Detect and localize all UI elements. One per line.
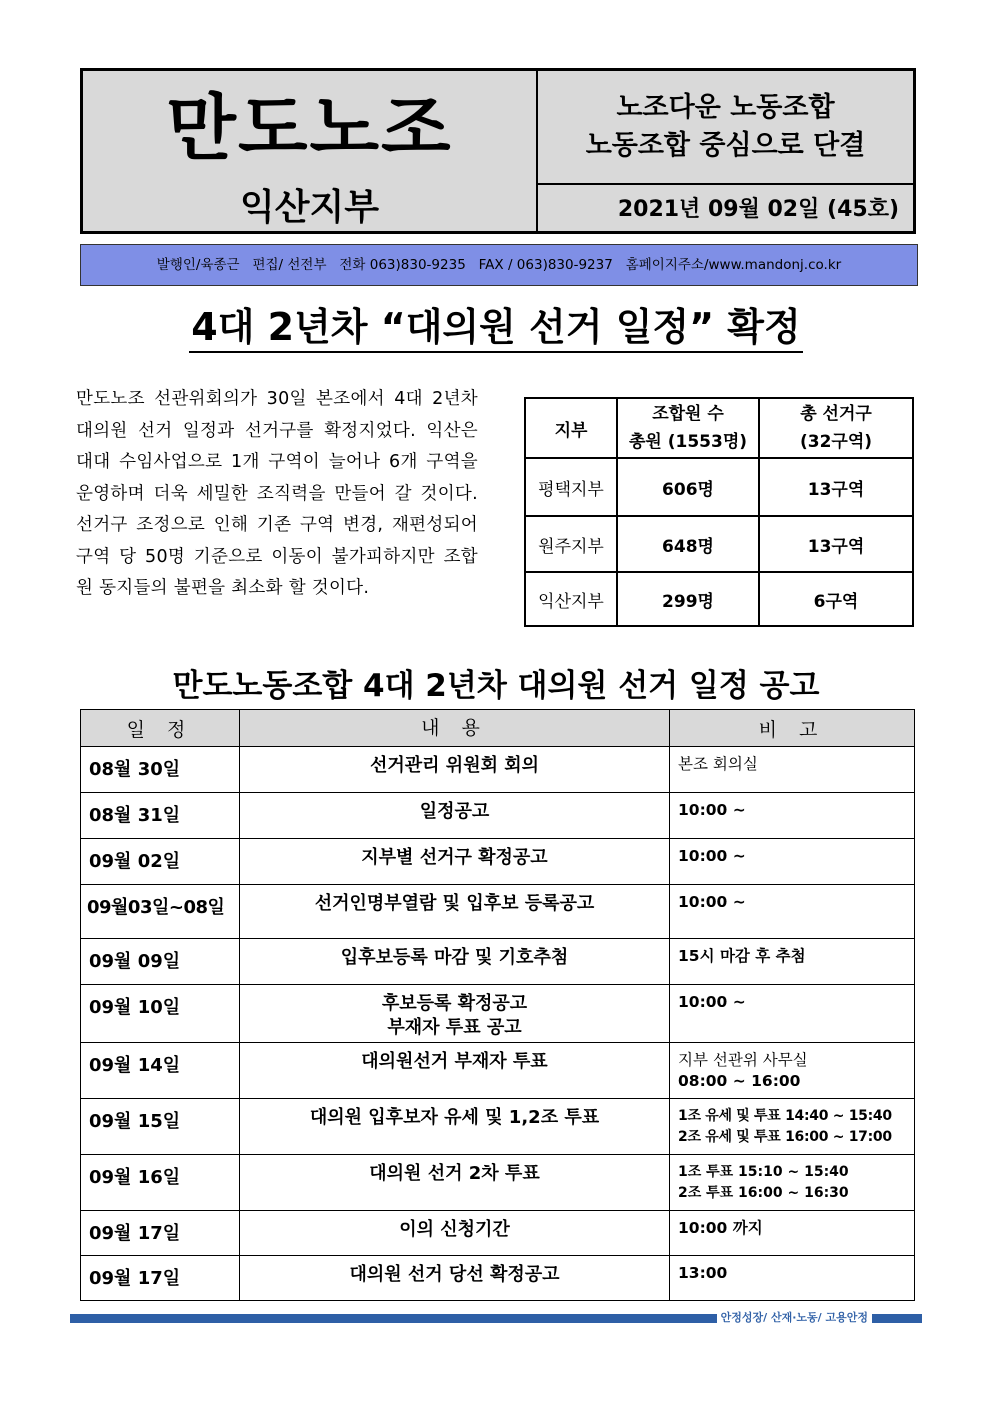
- schedule-note-line1: 10:00 ~: [678, 893, 746, 911]
- stats-members: 648명: [617, 516, 759, 572]
- schedule-note-line1: 10:00 ~: [678, 801, 746, 819]
- schedule-note-line1: 13:00: [678, 1264, 728, 1282]
- schedule-date: 09월 02일: [81, 839, 240, 885]
- stats-header-members: [617, 398, 759, 458]
- headline: [0, 302, 992, 352]
- schedule-content: [240, 839, 670, 885]
- schedule-header-note: 비 고: [670, 710, 915, 747]
- schedule-content-line1: 후보등록 확정공고: [381, 993, 528, 1014]
- schedule-content-line1: 일정공고: [419, 801, 490, 822]
- schedule-note-line1: 1조 투표 15:10 ~ 15:40: [678, 1164, 849, 1180]
- schedule-row: [81, 1155, 915, 1211]
- stats-row: [525, 458, 913, 516]
- schedule-content: [240, 1043, 670, 1099]
- masthead-title-block: [83, 71, 538, 231]
- schedule-row: [81, 793, 915, 839]
- schedule-content-line2: 부재자 투표 공고: [387, 1017, 522, 1038]
- schedule-note-line1: 1조 유세 및 투표 14:40 ~ 15:40: [678, 1108, 892, 1124]
- schedule-content-line1: 지부별 선거구 확정공고: [361, 847, 548, 868]
- schedule-note-line1: 10:00 ~: [678, 847, 746, 865]
- schedule-content-line1: 대의원 선거 2차 투표: [369, 1163, 540, 1184]
- schedule-date: 09월 15일: [81, 1099, 240, 1155]
- schedule-note-line1: 본조 회의실: [678, 755, 758, 773]
- slogan: [538, 71, 913, 185]
- stats-header-branch: 지부: [525, 398, 617, 458]
- footer-slogan: 안정성장/ 산재·노동/ 고용안정: [717, 1309, 872, 1327]
- schedule-note: [670, 1099, 915, 1155]
- schedule-row: [81, 885, 915, 939]
- stats-row: [525, 572, 913, 626]
- branch-name: 익산지부: [239, 187, 380, 228]
- stats-row: [525, 516, 913, 572]
- schedule-note-line2: 2조 유세 및 투표 16:00 ~ 17:00: [678, 1129, 892, 1145]
- stats-members: 606명: [617, 458, 759, 516]
- schedule-header-content: 내 용: [240, 710, 670, 747]
- schedule-content: [240, 1155, 670, 1211]
- slogan-line-1: 노조다운 노동조합: [616, 92, 835, 123]
- schedule-date: 08월 31일: [81, 793, 240, 839]
- schedule-note: [670, 1256, 915, 1301]
- schedule-note-line1: 10:00 ~: [678, 993, 746, 1011]
- masthead: [80, 68, 916, 234]
- stats-header-districts-line1: 총 선거구: [800, 404, 872, 424]
- stats-header-members-line1: 조합원 수: [652, 404, 724, 424]
- schedule-row: [81, 939, 915, 985]
- schedule-content: [240, 885, 670, 939]
- branch-stats-table: [524, 397, 914, 627]
- schedule-content-line1: 대의원 선거 당선 확정공고: [349, 1264, 560, 1285]
- slogan-line-2: 노동조합 중심으로 단결: [585, 130, 866, 161]
- schedule-row: [81, 1099, 915, 1155]
- schedule-content: [240, 793, 670, 839]
- stats-header-districts: [759, 398, 913, 458]
- stats-members: 299명: [617, 572, 759, 626]
- stats-branch: 익산지부: [525, 572, 617, 626]
- schedule-row: [81, 1043, 915, 1099]
- schedule-date: 09월03일~08일: [81, 885, 240, 939]
- stats-districts: 6구역: [759, 572, 913, 626]
- schedule-content-line1: 선거인명부열람 및 입후보 등록공고: [314, 893, 595, 914]
- schedule-title: 만도노동조합 4대 2년차 대의원 선거 일정 공고: [172, 668, 820, 704]
- schedule-date: 09월 10일: [81, 985, 240, 1043]
- stats-branch: 원주지부: [525, 516, 617, 572]
- schedule-date: 08월 30일: [81, 747, 240, 793]
- schedule-content-line1: 대의원선거 부재자 투표: [361, 1051, 548, 1072]
- stats-districts: 13구역: [759, 458, 913, 516]
- schedule-content-line1: 이의 신청기간: [399, 1219, 510, 1240]
- schedule-note: [670, 1043, 915, 1099]
- schedule-row: [81, 985, 915, 1043]
- election-schedule-table: [80, 709, 915, 1301]
- schedule-note: [670, 747, 915, 793]
- schedule-date: 09월 17일: [81, 1256, 240, 1301]
- masthead-info-block: [538, 71, 913, 231]
- schedule-date: 09월 17일: [81, 1211, 240, 1256]
- stats-branch: 평택지부: [525, 458, 617, 516]
- stats-header-districts-line2: (32구역): [799, 432, 873, 452]
- schedule-note-line2: 2조 투표 16:00 ~ 16:30: [678, 1185, 849, 1201]
- schedule-content-line1: 입후보등록 마감 및 기호추첨: [340, 947, 569, 968]
- schedule-note: [670, 1211, 915, 1256]
- schedule-note: [670, 1155, 915, 1211]
- schedule-date: 09월 09일: [81, 939, 240, 985]
- schedule-content-line1: 선거관리 위원회 회의: [369, 755, 540, 776]
- schedule-row: [81, 1211, 915, 1256]
- schedule-note: [670, 839, 915, 885]
- schedule-date: 09월 16일: [81, 1155, 240, 1211]
- schedule-note-line2: 08:00 ~ 16:00: [678, 1072, 801, 1090]
- schedule-content: [240, 939, 670, 985]
- schedule-note-line1: 10:00 까지: [678, 1219, 763, 1237]
- article-body: 만도노조 선관위회의가 30일 본조에서 4대 2년차 대의원 선거 일정과 선거구를 확정지었다. 익산은 대대 수임사업으로 1개 구역이 늘어나 6개 구역을 운영하며 더욱 세밀한 조직력을 만들어 갈 것이다. 선거구 조정으로 인해 기존 구역 변경, 재편성되어 구역 당 50명 기준으로 이동이 불가피하지만 조합원 동지들의 불편을 최소화 할 것이다.: [76, 389, 478, 598]
- schedule-note-line1: 지부 선관위 사무실: [678, 1051, 808, 1069]
- schedule-row: [81, 747, 915, 793]
- schedule-note-line1: 15시 마감 후 추첨: [678, 947, 806, 965]
- schedule-content: [240, 1099, 670, 1155]
- schedule-date: 09월 14일: [81, 1043, 240, 1099]
- schedule-content: [240, 985, 670, 1043]
- stats-districts: 13구역: [759, 516, 913, 572]
- schedule-content: [240, 1211, 670, 1256]
- schedule-row: [81, 839, 915, 885]
- schedule-note: [670, 885, 915, 939]
- schedule-content-line1: 대의원 입후보자 유세 및 1,2조 투표: [309, 1107, 600, 1128]
- newsletter-title: 만도노조: [166, 86, 453, 170]
- issue-date: 2021년 09월 02일 (45호): [617, 197, 899, 222]
- publisher-info: 발행인/육종근 편집/ 선전부 전화 063)830-9235 FAX / 063)830-9237 홈페이지주소/www.mandonj.co.kr: [80, 244, 918, 286]
- schedule-row: [81, 1256, 915, 1301]
- stats-header-members-line2: 총원 (1553명): [628, 432, 748, 452]
- schedule-content: [240, 747, 670, 793]
- schedule-note: [670, 939, 915, 985]
- schedule-note: [670, 985, 915, 1043]
- schedule-header-date: 일 정: [81, 710, 240, 747]
- headline-text: 4대 2년차 “대의원 선거 일정” 확정: [189, 305, 802, 353]
- schedule-note: [670, 793, 915, 839]
- schedule-content: [240, 1256, 670, 1301]
